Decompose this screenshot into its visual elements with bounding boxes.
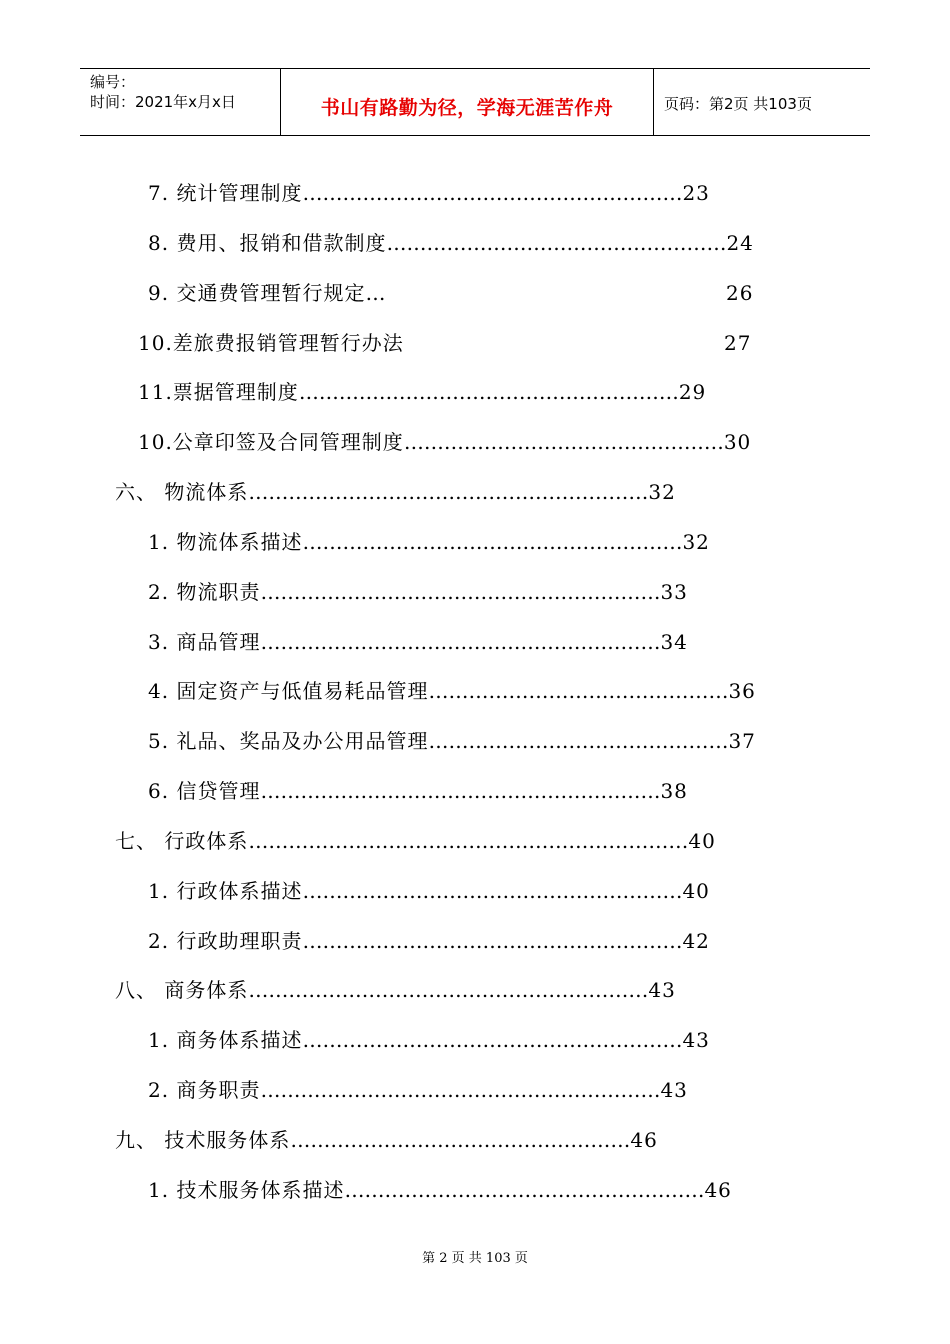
toc-entry-leader: …………………………………………………… <box>248 978 649 1002</box>
toc-entry-page: 37 <box>728 729 756 753</box>
toc-entry-page: 36 <box>728 679 756 703</box>
toc-entry-page: 43 <box>682 1028 710 1052</box>
toc-entry-title: 4. 固定资产与低值易耗品管理 <box>148 679 429 703</box>
toc-entry-leader: ………………………………………………… <box>298 380 679 404</box>
toc-entry-title: 11.票据管理制度 <box>138 380 299 404</box>
toc-entry[interactable] <box>138 377 706 407</box>
toc-entry[interactable] <box>148 178 710 208</box>
toc-entry[interactable] <box>148 676 756 706</box>
toc-entry-leader: ………………………………………………… <box>302 879 683 903</box>
toc-entry[interactable] <box>148 1075 688 1105</box>
header-meta-cell <box>80 69 281 135</box>
toc-section-heading[interactable] <box>115 1125 658 1155</box>
toc-entry-title: 9. 交通费管理暂行规定… <box>148 281 387 305</box>
toc-entry-leader: ………………………………………………………… <box>248 829 689 853</box>
header-table <box>80 68 870 136</box>
toc-entry-title: 六、 物流体系 <box>115 480 249 504</box>
toc-entry-leader: ……………………………………… <box>428 729 729 753</box>
toc-entry-page: 23 <box>682 181 710 205</box>
toc-entry-title: 七、 行政体系 <box>115 829 249 853</box>
toc-entry[interactable] <box>148 527 710 557</box>
toc-entry-page: 32 <box>682 530 710 554</box>
header-motto-cell <box>281 69 654 135</box>
toc-entry-title: 1. 技术服务体系描述 <box>148 1178 345 1202</box>
toc-section-heading[interactable] <box>115 477 676 507</box>
toc-entry[interactable] <box>138 427 751 457</box>
toc-entry-title: 6. 信贷管理 <box>148 779 261 803</box>
toc-entry[interactable] <box>148 876 710 906</box>
toc-entry-title: 2. 行政助理职责 <box>148 929 303 953</box>
toc-entry-leader: …………………………………………… <box>386 231 727 255</box>
toc-entry-page: 33 <box>660 580 688 604</box>
header-motto: 书山有路勤为径，学海无涯苦作舟 <box>320 97 614 119</box>
toc-entry-page: 46 <box>704 1178 732 1202</box>
toc-entry-page: 27 <box>724 331 752 355</box>
toc-entry-leader: ……………………………………………… <box>344 1178 705 1202</box>
toc-entry[interactable] <box>148 1175 732 1205</box>
toc-entry-title: 1. 物流体系描述 <box>148 530 303 554</box>
toc-entry[interactable] <box>148 1025 710 1055</box>
toc-entry-title: 10.公章印签及合同管理制度 <box>138 430 404 454</box>
toc-entry[interactable] <box>148 627 688 657</box>
toc-entry-page: 29 <box>678 380 707 404</box>
toc-entry-title: 2. 商务职责 <box>148 1078 261 1102</box>
toc-entry-leader: …………………………………………………… <box>260 630 661 654</box>
toc-entry-title: 九、 技术服务体系 <box>115 1128 291 1152</box>
toc-entry-leader: …………………………………………………… <box>260 1078 661 1102</box>
toc-entry-title: 5. 礼品、奖品及办公用品管理 <box>148 729 429 753</box>
toc-entry-page: 34 <box>660 630 688 654</box>
toc-entry-page: 26 <box>726 281 754 305</box>
toc-entry[interactable] <box>148 776 688 806</box>
toc-entry-leader: ………………………………………… <box>403 430 724 454</box>
toc-entry-page: 43 <box>660 1078 688 1102</box>
toc-entry-leader: …………………………………………………… <box>248 480 649 504</box>
toc-entry-leader: ………………………………………………… <box>302 181 683 205</box>
toc-entry-title: 3. 商品管理 <box>148 630 261 654</box>
header-page-info: 页码：第2页 共103页 <box>664 95 812 113</box>
toc-entry-page: 40 <box>688 829 716 853</box>
toc-entry[interactable] <box>148 278 754 308</box>
toc-entry-page: 46 <box>630 1128 658 1152</box>
toc-entry-title: 10.差旅费报销管理暂行办法 <box>138 331 404 355</box>
toc-entry-page: 32 <box>648 480 676 504</box>
toc-entry-leader: ……………………………………… <box>428 679 729 703</box>
toc-section-heading[interactable] <box>115 826 716 856</box>
toc-entry[interactable] <box>148 577 688 607</box>
toc-entry-title: 8. 费用、报销和借款制度 <box>148 231 387 255</box>
page-footer: 第 2 页 共 103 页 <box>422 1251 528 1266</box>
toc-entry-leader: ………………………………………………… <box>302 530 683 554</box>
toc-entry[interactable] <box>138 328 750 358</box>
header-page-cell <box>654 69 870 135</box>
toc-entry-page: 40 <box>682 879 710 903</box>
toc-entry-title: 1. 商务体系描述 <box>148 1028 303 1052</box>
toc-entry[interactable] <box>148 726 756 756</box>
toc-entry-leader: …………………………………………… <box>290 1128 631 1152</box>
toc-entry-page: 38 <box>660 779 688 803</box>
toc-entry-page: 42 <box>682 929 710 953</box>
toc-entry-leader: …………………………………………………… <box>260 580 661 604</box>
toc-entry-title: 八、 商务体系 <box>115 978 249 1002</box>
toc-entry-page: 24 <box>726 231 754 255</box>
toc-entry[interactable] <box>148 228 754 258</box>
toc-entry-title: 1. 行政体系描述 <box>148 879 303 903</box>
toc-entry-title: 2. 物流职责 <box>148 580 261 604</box>
toc-section-heading[interactable] <box>115 975 676 1005</box>
toc-entry-title: 7. 统计管理制度 <box>148 181 303 205</box>
toc-entry-page: 43 <box>648 978 676 1002</box>
toc-entry-leader: ………………………………………………… <box>302 1028 683 1052</box>
toc-entry[interactable] <box>148 926 710 956</box>
toc-entry-leader: …………………………………………………… <box>260 779 661 803</box>
document-number-label: 编号： <box>90 73 136 91</box>
toc-entry-leader: ………………………………………………… <box>302 929 683 953</box>
document-time-label: 时间：2021年x月x日 <box>90 93 236 111</box>
toc-entry-page: 30 <box>723 430 752 454</box>
